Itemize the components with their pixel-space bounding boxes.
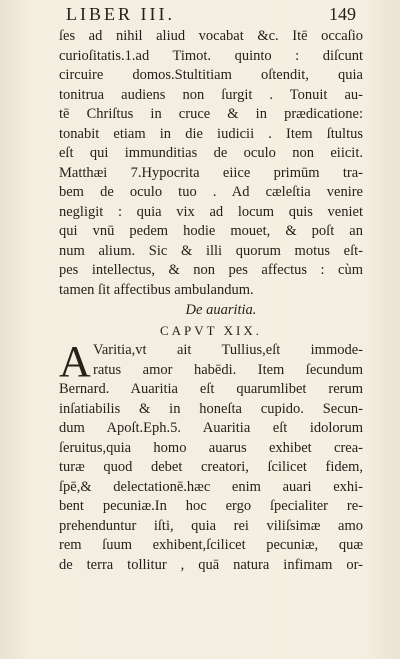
paragraph-2 bbox=[59, 337, 363, 575]
text-line: Matthæi 7.Hypocrita eiice primūm tra- bbox=[59, 164, 363, 181]
chapter-heading: CAPVT XIX. bbox=[160, 323, 262, 338]
text-line: rem ſuum exhibent,ſcilicet pecuniæ, quæ bbox=[59, 537, 363, 553]
text-line: pes intellectus, & non pes affectus : cùm bbox=[59, 262, 363, 278]
text-line: ratus amor habēdi. Item ſecundum bbox=[93, 361, 363, 378]
page-header bbox=[66, 4, 356, 26]
text-line: circuire domos.Stultitiam oſtendit, quia bbox=[59, 67, 363, 83]
section-subheading: De auaritia. bbox=[185, 302, 257, 318]
text-line: de terra tollitur , quā natura infimam or- bbox=[59, 556, 363, 573]
text-line: Bernard. Auaritia eſt quarumlibet rerum bbox=[59, 381, 363, 397]
text-line: inſatiabilis & in honeſta cupido. Secun- bbox=[59, 400, 363, 417]
text-line: bem de oculo tuo . Ad cæleſtia venire bbox=[59, 184, 363, 200]
text-line: eſt qui immunditias de oculo non eiicit. bbox=[59, 145, 363, 161]
text-line: turæ quod debet creatori, ſcilicet fidem, bbox=[59, 459, 363, 475]
text-line: tamen ſit affectibus ambulandum. bbox=[59, 281, 254, 298]
text-line: qui vnū pedem hodie mouet, & poſt an bbox=[59, 223, 363, 239]
drop-cap: A bbox=[59, 337, 91, 386]
text-line: tonabit etiam in die iudicii . Item ſtultus bbox=[59, 125, 363, 142]
text-line: ſeruitus,quia homo auarus exhibet crea- bbox=[59, 439, 363, 456]
text-line: prehenduntur iſti, quia rei viliſsimæ amo bbox=[59, 517, 363, 534]
text-line: Varitia,vt ait Tullius,eſt immode- bbox=[93, 342, 363, 358]
running-head: LIBER III. bbox=[66, 4, 175, 24]
text-line: bent pecuniæ.In hoc ergo ſpecialiter re- bbox=[59, 498, 363, 514]
text-line: ſes ad nihil aliud vocabat &c. Itē occaſio bbox=[59, 28, 363, 44]
paragraph-1 bbox=[59, 27, 363, 300]
text-line: tē Chriſtus in cruce & in prædicatione: bbox=[59, 106, 363, 122]
text-line: dum Apoſt.Eph.5. Auaritia eſt idolorum bbox=[59, 420, 363, 436]
text-line: negligit : quia vix ad locum quis veniet bbox=[59, 203, 363, 220]
text-line: ſpē,& delectationē.hæc enim auari exhi- bbox=[59, 478, 363, 495]
page-number: 149 bbox=[329, 4, 356, 24]
body-text bbox=[59, 27, 363, 575]
text-line: curioſitatis.1.ad Timot. quinto : diſcunt bbox=[59, 47, 363, 64]
text-line: num alium. Sic & illi quorum motus eſt- bbox=[59, 242, 363, 259]
text-line: tonitrua audiens non ſurgit . Tonuit au- bbox=[59, 86, 363, 103]
